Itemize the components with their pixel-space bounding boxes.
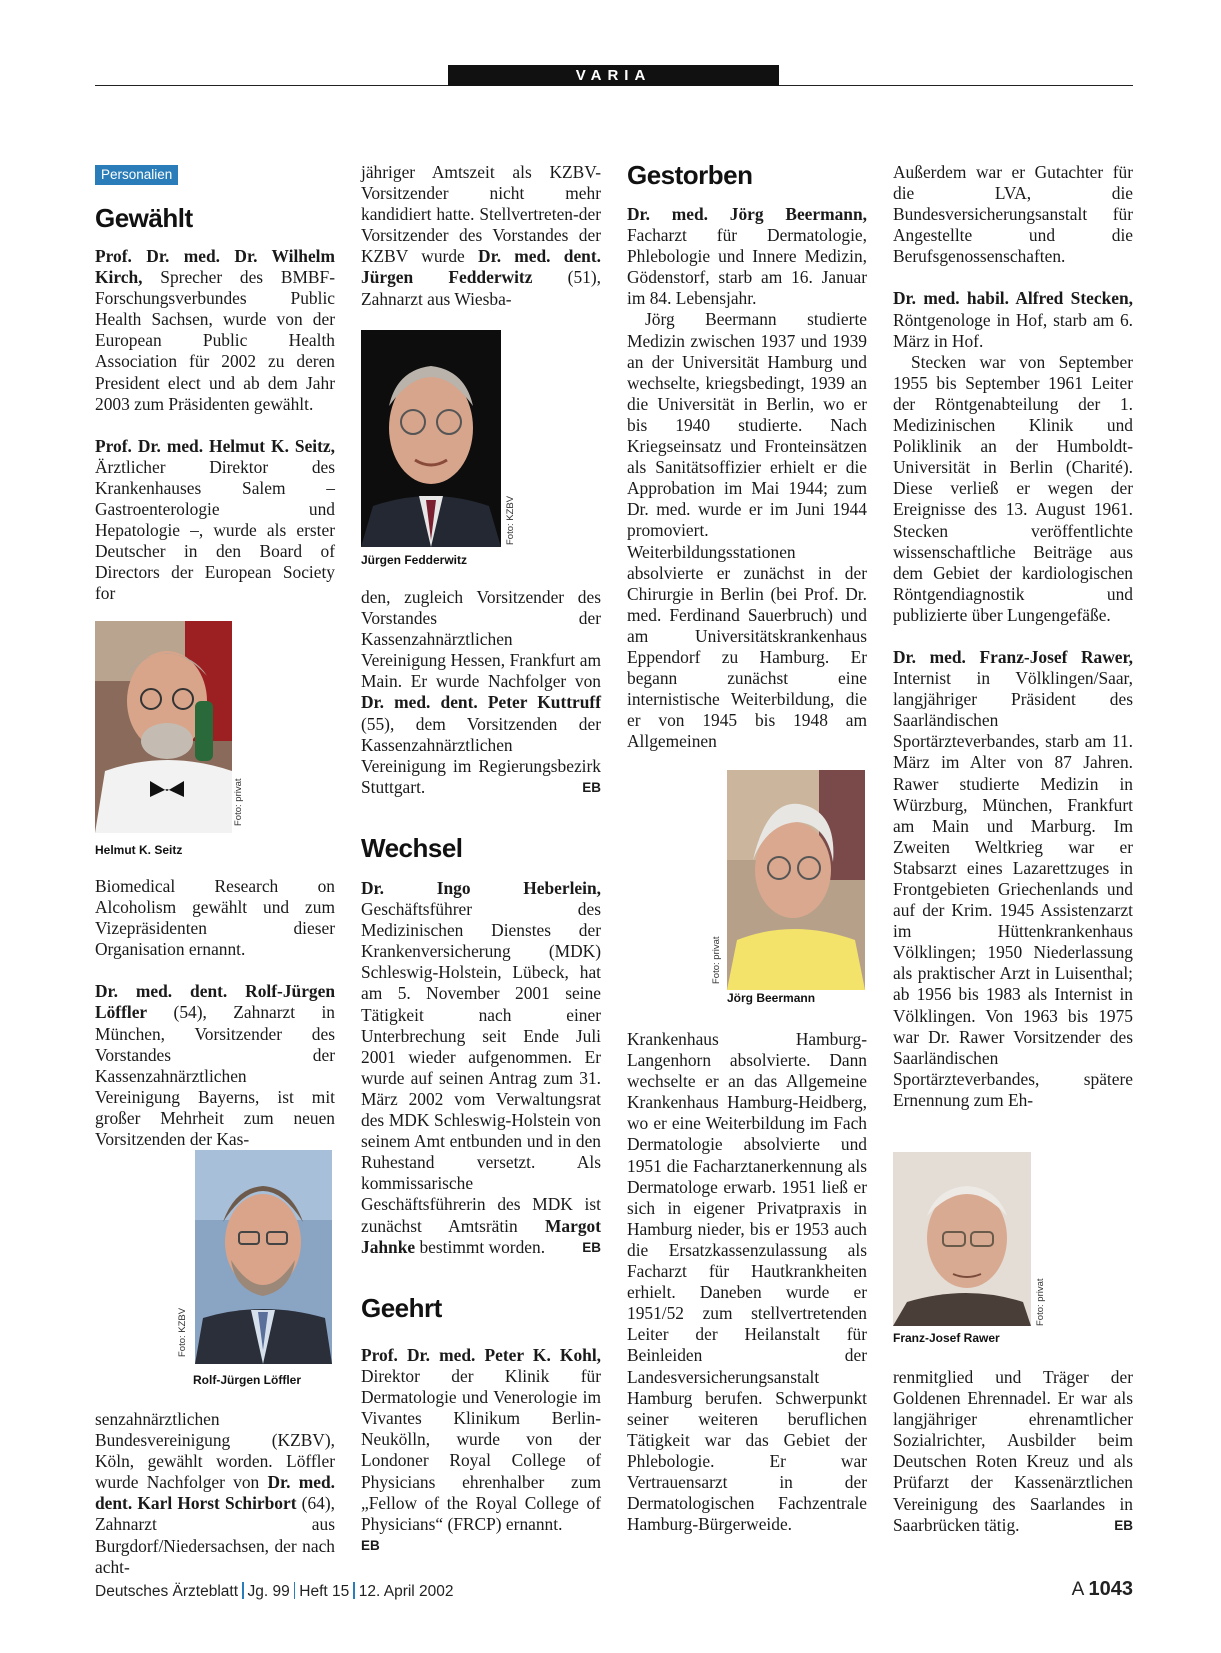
photo-fedderwitz bbox=[361, 330, 501, 547]
photo-credit-beermann: Foto: privat bbox=[711, 936, 722, 984]
entry-fedderwitz-continued: den, zugleich Vorsitzender des Vorstandes der Kassenzahnärztlichen Vereinigung Hessen, Frankfurt am Main. Er wurde Nachfolger von Dr. med. dent. Peter Kuttruff (55), dem Vorsitzenden der Kassenzahnärztlichen Vereinigung im Regierungsbezirk Stuttgart. EB bbox=[361, 587, 601, 797]
name-kuttruff: Dr. med. dent. Peter Kuttruff bbox=[361, 692, 601, 713]
entry-loeffler: Dr. med. dent. Rolf-Jürgen Löffler (54), Zahnarzt in München, Vorsitzender des Vorstandes der Kassenzahnärztlichen Vereinigung Bayerns, ist mit großer Mehrheit zum neuen Vorsitzenden der Kas- bbox=[95, 981, 335, 1150]
entry-loeffler-continued: senzahnärztlichen Bundesvereinigung (KZBV), Köln, gewählt worden. Löffler wurde Nachfolger von Dr. med. dent. Karl Horst Schirbort (64), Zahnarzt aus Burgdorf/Niedersachsen, der nach acht- bbox=[95, 1409, 335, 1577]
photo-rawer bbox=[893, 1152, 1031, 1326]
name-kirch: Prof. Dr. med. Dr. Wilhelm Kirch, bbox=[95, 246, 335, 288]
footer-separator bbox=[294, 1582, 296, 1599]
column-2-wechsel bbox=[361, 878, 601, 1258]
column-4-top bbox=[893, 162, 1133, 1111]
name-stecken: Dr. med. habil. Alfred Stecken, bbox=[893, 288, 1133, 309]
column-2-geehrt bbox=[361, 1345, 601, 1556]
photo-credit-rawer: Foto: privat bbox=[1035, 1278, 1046, 1326]
entry-stecken-bio: Stecken war von September 1955 bis September 1961 Leiter der Röntgenabteilung der 1. Medizinischen Klinik und Poliklinik an der Humboldt-Universität in Berlin (Charité). Diese verließ er wegen der Ereignisse des 13. August 1961. Stecken veröffentlichte wissenschaftliche Beiträge aus dem Gebiet der kardiologischen Röntgendiagnostik und publizierte über Lungengefäße. bbox=[893, 351, 1133, 625]
column-2-top bbox=[361, 162, 601, 310]
journal-name: Deutsches Ärzteblatt bbox=[95, 1583, 239, 1600]
entry-stecken: Dr. med. habil. Alfred Stecken, Röntgenologe in Hof, starb am 6. März in Hof. bbox=[893, 288, 1133, 351]
entry-kohl: Prof. Dr. med. Peter K. Kohl, Direktor der Klinik für Dermatologie und Venerologie im Vivantes Klinikum Berlin-Neukölln, wurde von der Londoner Royal College of Physicians ehrenhalber zum „Fellow of the Royal College of Physicians“ (FRCP) ernannt. bbox=[361, 1345, 601, 1534]
author-initials: EB bbox=[582, 1239, 601, 1255]
volume: Jg. 99 bbox=[247, 1583, 290, 1600]
column-3-top bbox=[627, 204, 867, 752]
caption-seitz: Helmut K. Seitz bbox=[95, 843, 183, 857]
photo-credit-fedderwitz: Foto: KZBV bbox=[505, 495, 516, 545]
name-rawer: Dr. med. Franz-Josef Rawer, bbox=[893, 646, 1133, 667]
page-number: A 1043 bbox=[1071, 1578, 1133, 1600]
section-label: VARIA bbox=[448, 65, 779, 86]
name-heberlein: Dr. Ingo Heberlein, bbox=[361, 878, 601, 898]
column-1-top bbox=[95, 246, 335, 605]
footer-separator bbox=[242, 1582, 244, 1599]
photo-beermann bbox=[727, 770, 865, 990]
photo-credit-seitz: Foto: privat bbox=[233, 778, 244, 826]
column-2-middle bbox=[361, 587, 601, 798]
heading-wechsel: Wechsel bbox=[361, 833, 463, 863]
caption-beermann: Jörg Beermann bbox=[727, 991, 816, 1005]
heading-gewaehlt: Gewählt bbox=[95, 203, 193, 233]
entry-beermann-bio-continued: Krankenhaus Hamburg-Langenhorn absolvierte. Dann wechselte er an das Allgemeine Krankenhaus Hamburg-Heidberg, wo er eine Weiterbildung im Fach Dermatologie absolvierte und 1951 die Facharztanerkennung als Dermatologe erwarb. 1951 ließ er sich in eigener Privatpraxis in Hamburg nieder, bis er 1953 auch die Ersatzkassenzulassung als Facharzt für Hautkrankheiten erhielt. Daneben wurde er 1951/52 zum stellvertretenden Leiter der Heilanstalt für Beinleiden der Landesversicherungsanstalt Hamburg berufen. Schwerpunkt seiner weiteren beruflichen Tätigkeit war das Gebiet der Phlebologie. Er war Vertrauensarzt in der Dermatologischen Fachzentrale Hamburg-Bürgerweide. bbox=[627, 1029, 867, 1535]
entry-rawer: Dr. med. Franz-Josef Rawer, Internist in Völklingen/Saar, langjähriger Präsident des Saarländischen Sportärzteverbandes, starb am 11. März im Alter von 87 Jahren. Rawer studierte Medizin in Würzburg, München, Frankfurt am Main und Marburg. Im Zweiten Weltkrieg war er Stabsarzt eines Lazarettzuges in Frontgebieten Griechenlands und auf der Krim. 1945 Assistenzarzt im Hüttenkrankenhaus Völklingen; 1950 Niederlassung als praktischer Arzt in Luisenthal; ab 1956 bis 1983 als Internist in Völklingen. Von 1963 bis 1975 war Dr. Rawer Vorsitzender des Saarländischen Sportärzteverbandes, spätere Ernennung zum Eh- bbox=[893, 646, 1133, 1110]
caption-fedderwitz: Jürgen Fedderwitz bbox=[361, 553, 468, 567]
name-kohl: Prof. Dr. med. Peter K. Kohl, bbox=[361, 1345, 601, 1365]
column-3-bottom bbox=[627, 1029, 867, 1535]
entry-beermann-bio: Jörg Beermann studierte Medizin zwischen 1937 und 1939 an der Universität Hamburg und wechselte, kriegsbedingt, 1939 an die Universität in Berlin, wo er bis 1940 studierte. Nach Kriegseinsatz und Fronteinsätzen als Sanitätsoffizier erhielt er die Approbation im Mai 1944; zum Dr. med. wurde er im Juni 1944 promoviert. Weiterbildungsstationen absolvierte er zunächst in der Chirurgie in Berlin (bei Prof. Dr. med. Ferdinand Sauerbruch) und am Universitätskrankenhaus Eppendorf zu Hamburg. Er begann zunächst eine internistische Weiterbildung, die er von 1945 bis 1948 am Allgemeinen bbox=[627, 309, 867, 752]
caption-loeffler: Rolf-Jürgen Löffler bbox=[193, 1373, 301, 1387]
heading-geehrt: Geehrt bbox=[361, 1293, 442, 1323]
caption-rawer: Franz-Josef Rawer bbox=[893, 1331, 1000, 1345]
issue-date: 12. April 2002 bbox=[358, 1583, 454, 1600]
name-seitz: Prof. Dr. med. Helmut K. Seitz, bbox=[95, 435, 335, 456]
entry-heberlein: Dr. Ingo Heberlein, Geschäftsführer des Medizinischen Dienstes der Krankenversicherung (MDK) Schleswig-Holstein, Lübeck, hat am 5. November 2001 seine Tätigkeit nach einer Unterbrechung seit Ende Juli 2001 wieder aufgenommen. Er wurde auf seinen Antrag zum 31. März 2002 vom Verwaltungsrat des MDK Schleswig-Holstein von seinem Amt entbunden und in den Ruhestand versetzt. Als kommissarische Geschäftsführerin des MDK ist zunächst Amtsrätin Margot Jahnke bestimmt worden. EB bbox=[361, 878, 601, 1257]
name-schirbort: Dr. med. dent. Karl Horst Schirbort bbox=[95, 1472, 335, 1514]
column-1-middle bbox=[95, 876, 335, 1150]
entry-seitz-continued: Biomedical Research on Alcoholism gewählt und zum Vizepräsidenten dieser Organisation ernannt. bbox=[95, 876, 335, 960]
entry-seitz: Prof. Dr. med. Helmut K. Seitz, Ärztlicher Direktor des Krankenhauses Salem – Gastroenterologie und Hepatologie –, wurde als erster Deutscher in den Board of Directors der European Society for bbox=[95, 435, 335, 604]
entry-beermann: Dr. med. Jörg Beermann, Facharzt für Dermatologie, Phlebologie und Innere Medizin, Gödenstorf, starb am 16. Januar im 84. Lebensjahr. bbox=[627, 204, 867, 309]
entry-fedderwitz: jähriger Amtszeit als KZBV-Vorsitzender nicht mehr kandidiert hatte. Stellvertreten-der Vorsitzender des Vorstandes der KZBV wurde Dr. med. dent. Jürgen Fedderwitz (51), Zahnarzt aus Wiesba- bbox=[361, 162, 601, 309]
entry-beermann-end: Außerdem war er Gutachter für die LVA, die Bundesversicherungsanstalt für Angestellte und die Berufsgenossenschaften. bbox=[893, 162, 1133, 267]
name-jahnke: Margot Jahnke bbox=[361, 1215, 601, 1257]
heading-gestorben: Gestorben bbox=[627, 160, 753, 190]
photo-seitz bbox=[95, 621, 232, 833]
name-loeffler: Dr. med. dent. Rolf-Jürgen Löffler bbox=[95, 981, 335, 1023]
author-initials: EB bbox=[582, 779, 601, 795]
kicker-personalien: Personalien bbox=[95, 165, 178, 185]
name-beermann: Dr. med. Jörg Beermann, bbox=[627, 204, 867, 224]
photo-loeffler bbox=[195, 1150, 332, 1364]
footer-separator bbox=[353, 1582, 355, 1599]
issue: Heft 15 bbox=[299, 1583, 350, 1600]
column-4-bottom bbox=[893, 1367, 1133, 1536]
entry-kirch: Prof. Dr. med. Dr. Wilhelm Kirch, Sprecher des BMBF-Forschungsverbundes Public Health Sachsen, wurde von der European Public Health Association für 2002 zu deren President elect und ab dem Jahr 2003 zum Präsidenten gewählt. bbox=[95, 246, 335, 414]
footer bbox=[95, 1582, 454, 1601]
entry-rawer-continued: renmitglied und Träger der Goldenen Ehrennadel. Er war als langjähriger ehrenamtlicher Sozialrichter, Ausbilder beim Deutschen Roten Kreuz und als Prüfarzt der Kassenärztlichen Vereinigung des Saarlandes in Saarbrücken tätig. EB bbox=[893, 1367, 1133, 1535]
author-initials: EB bbox=[361, 1537, 380, 1553]
photo-credit-loeffler: Foto: KZBV bbox=[177, 1307, 188, 1357]
name-fedderwitz: Dr. med. dent. Jürgen Fedderwitz bbox=[361, 246, 601, 288]
author-initials: EB bbox=[1114, 1517, 1133, 1533]
column-1-bottom bbox=[95, 1409, 335, 1578]
